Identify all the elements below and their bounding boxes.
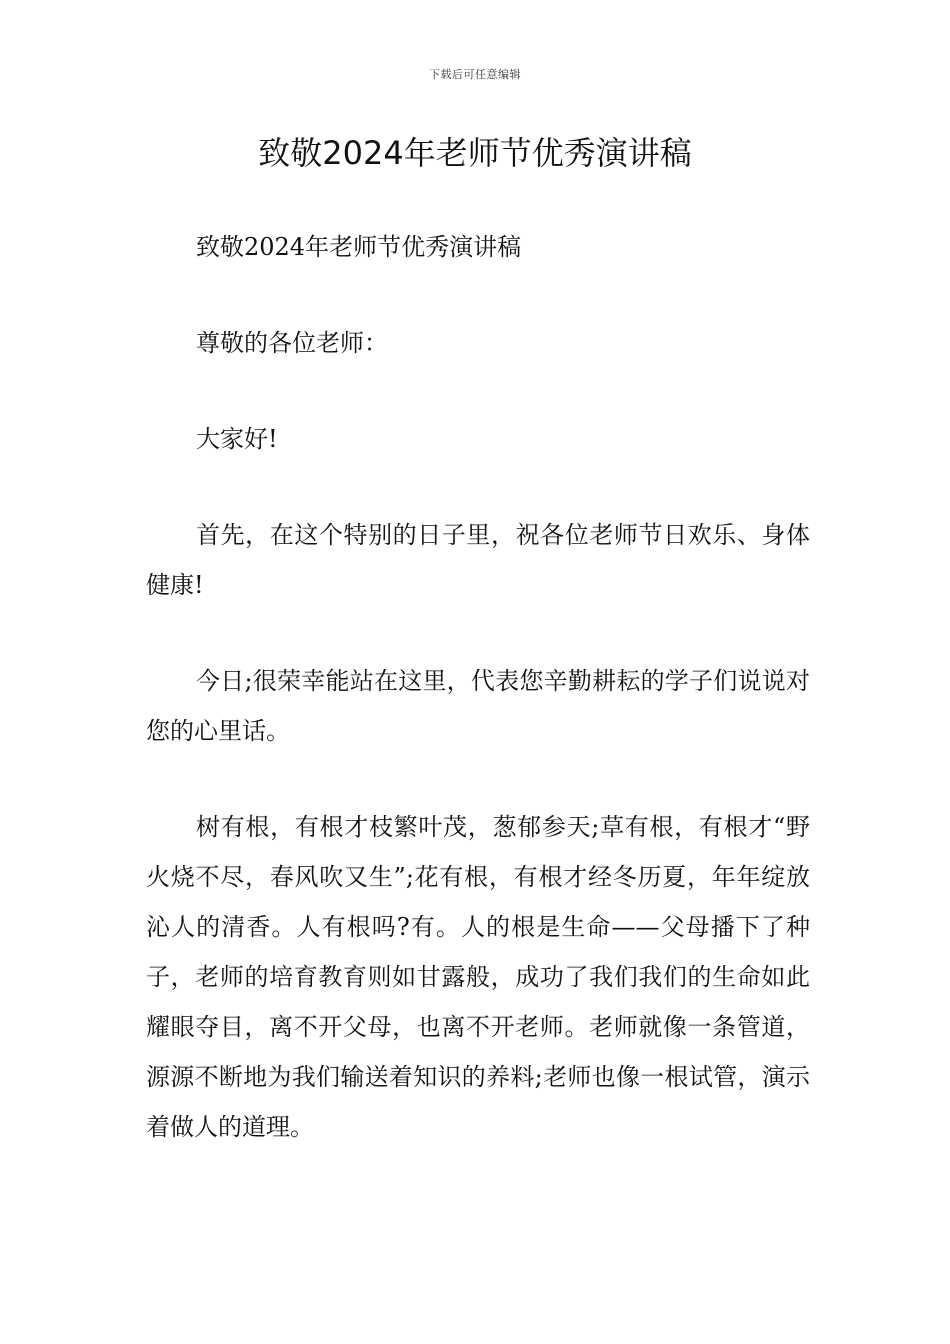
header-note: 下载后可任意编辑	[429, 68, 521, 81]
paragraph-blessing: 首先，在这个特别的日子里，祝各位老师节日欢乐、身体健康!	[146, 521, 810, 599]
paragraph-greeting: 大家好!	[196, 425, 278, 453]
document-body	[146, 222, 810, 1152]
paragraph-roots: 树有根，有根才枝繁叶茂，葱郁参天;草有根，有根才“野火烧不尽，春风吹又生”;花有根，有根才经冬历夏，年年绽放沁人的清香。人有根吗?有。人的根是生命——父母播下了种子，老师的培育教育则如甘露般，成功了我们我们的生命如此耀眼夺目，离不开父母，也离不开老师。老师就像一条管道，源源不断地为我们输送着知识的养料;老师也像一根试管，演示着做人的道理。	[146, 813, 810, 1141]
paragraph-salutation: 尊敬的各位老师：	[196, 329, 388, 357]
document-title: 致敬2024年老师节优秀演讲稿	[258, 134, 692, 172]
paragraph-subtitle: 致敬2024年老师节优秀演讲稿	[196, 233, 522, 261]
paragraph-intro: 今日;很荣幸能站在这里，代表您辛勤耕耘的学子们说说对您的心里话。	[146, 667, 810, 745]
